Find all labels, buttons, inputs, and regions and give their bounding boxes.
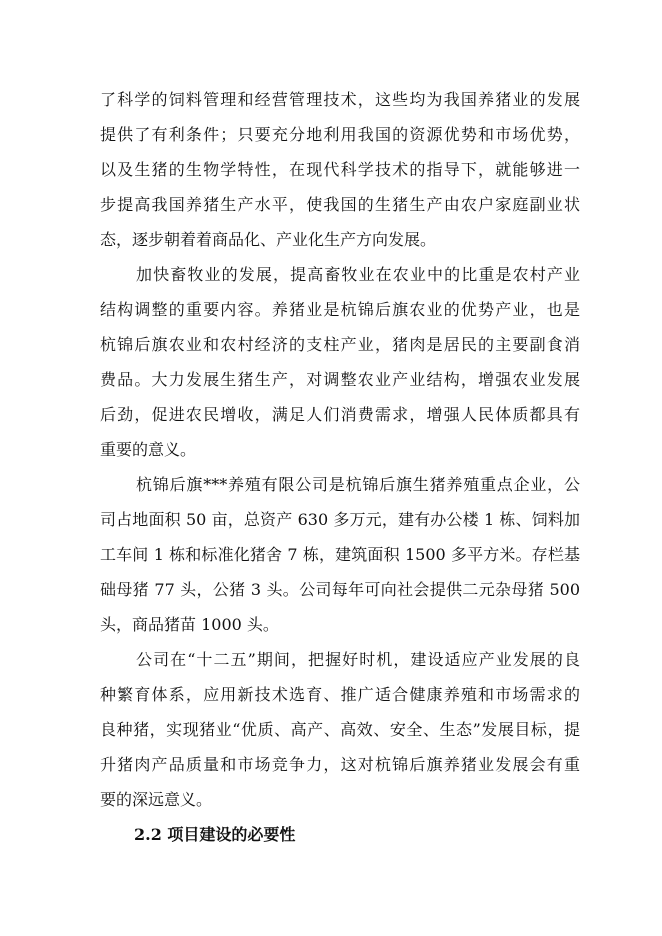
paragraph-3-line-3: 工车间 1 栋和标准化猪舍 7 栋，建筑面积 1500 多平方米。存栏基 bbox=[100, 545, 580, 564]
paragraph-4-line-4: 升猪肉产品质量和市场竞争力，这对杭锦后旗养猪业发展会有重 bbox=[100, 755, 580, 774]
paragraph-4-line-1: 公司在“十二五”期间，把握好时机，建设适应产业发展的良 bbox=[136, 650, 580, 669]
paragraph-1-line-3: 以及生猪的生物学特性，在现代科学技术的指导下，就能够进一 bbox=[100, 160, 580, 179]
paragraph-4-line-3: 良种猪，实现猪业“优质、高产、高效、安全、生态”发展目标，提 bbox=[100, 720, 580, 739]
paragraph-1-line-4: 步提高我国养猪生产水平，使我国的生猪生产由农户家庭副业状 bbox=[100, 195, 580, 214]
paragraph-2-line-1: 加快畜牧业的发展，提高畜牧业在农业中的比重是农村产业 bbox=[136, 265, 580, 284]
paragraph-2-line-6: 重要的意义。 bbox=[100, 440, 197, 459]
paragraph-3-line-2: 司占地面积 50 亩，总资产 630 多万元，建有办公楼 1 栋、饲料加 bbox=[100, 510, 580, 529]
paragraph-2-line-5: 后劲，促进农民增收，满足人们消费需求，增强人民体质都具有 bbox=[100, 405, 580, 424]
paragraph-2-line-2: 结构调整的重要内容。养猪业是杭锦后旗农业的优势产业，也是 bbox=[100, 300, 580, 319]
paragraph-1-line-1: 了科学的饲料管理和经营管理技术，这些均为我国养猪业的发展 bbox=[100, 90, 580, 109]
paragraph-4-line-5: 要的深远意义。 bbox=[100, 790, 213, 809]
paragraph-2-line-3: 杭锦后旗农业和农村经济的支柱产业，猪肉是居民的主要副食消 bbox=[100, 335, 580, 354]
paragraph-1-line-5: 态，逐步朝着着商品化、产业化生产方向发展。 bbox=[100, 230, 437, 249]
paragraph-1-line-2: 提供了有利条件；只要充分地利用我国的资源优势和市场优势， bbox=[100, 125, 580, 144]
paragraph-2-line-4: 费品。大力发展生猪生产，对调整农业产业结构，增强农业发展 bbox=[100, 370, 580, 389]
paragraph-3-line-4: 础母猪 77 头，公猪 3 头。公司每年可向社会提供二元杂母猪 500 bbox=[100, 580, 580, 599]
section-heading: 2.2 项目建设的必要性 bbox=[134, 825, 296, 844]
paragraph-3-line-5: 头，商品猪苗 1000 头。 bbox=[100, 615, 279, 634]
paragraph-3-line-1: 杭锦后旗***养殖有限公司是杭锦后旗生猪养殖重点企业，公 bbox=[136, 475, 580, 494]
paragraph-4-line-2: 种繁育体系，应用新技术选育、推广适合健康养殖和市场需求的 bbox=[100, 685, 580, 704]
